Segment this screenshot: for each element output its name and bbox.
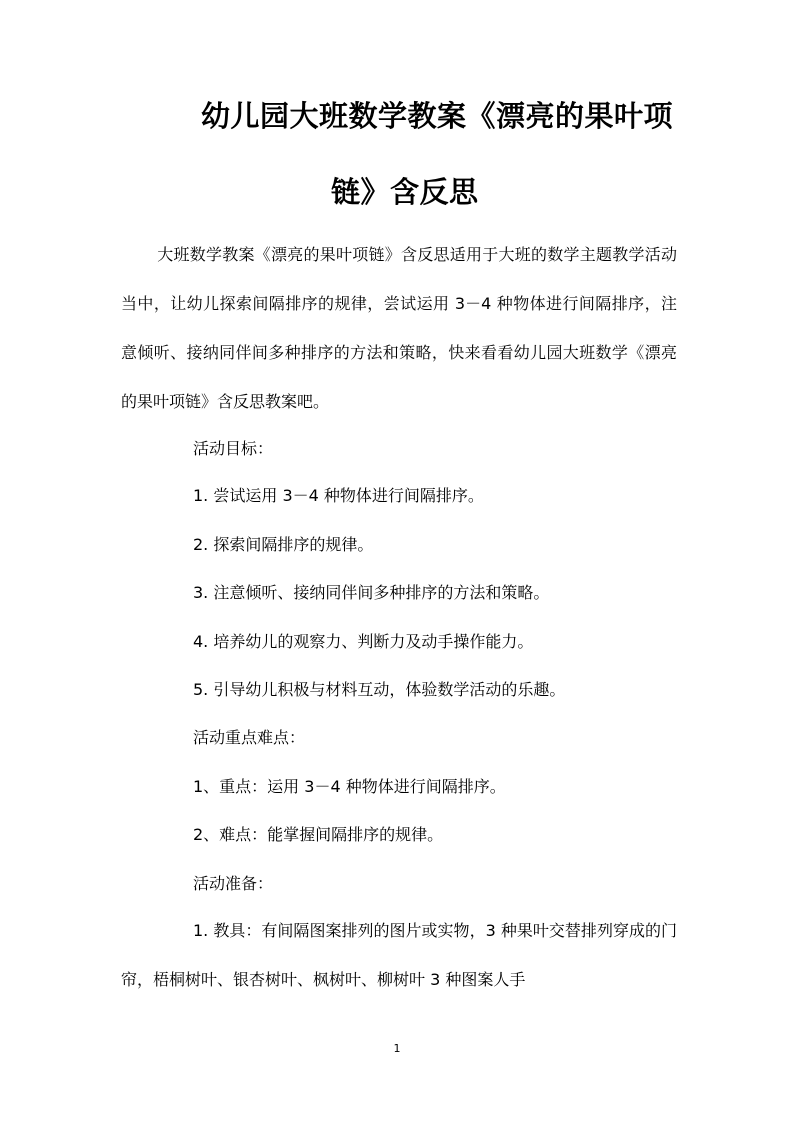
intro-paragraph — [121, 230, 677, 426]
preparation-heading: 活动准备： — [193, 874, 274, 893]
goal-item: 2. 探索间隔排序的规律。 — [193, 535, 374, 554]
page-number: 1 — [393, 1042, 401, 1055]
preparation-paragraph — [121, 906, 677, 1004]
goal-item: 1. 尝试运用 3－4 种物体进行间隔排序。 — [193, 486, 484, 505]
goals-heading: 活动目标： — [193, 439, 274, 458]
document-title-line-1: 幼儿园大班数学教案《漂亮的果叶项 — [201, 99, 674, 133]
intro-text: 大班数学教案《漂亮的果叶项链》含反思适用于大班的数学主题教学活动当中，让幼儿探索间隔排序的规律，尝试运用 3－4 种物体进行间隔排序，注意倾听、接纳同伴间多种排序的方法和策略，快来看看幼儿园大班数学《漂亮的果叶项链》含反思教案吧。 — [121, 245, 677, 411]
goal-item: 4. 培养幼儿的观察力、判断力及动手操作能力。 — [193, 632, 534, 651]
key-points-heading: 活动重点难点： — [193, 728, 306, 747]
document-title-line-2: 链》含反思 — [331, 175, 479, 209]
goal-item: 5. 引导幼儿积极与材料互动，体验数学活动的乐趣。 — [193, 680, 566, 699]
preparation-text: 1. 教具：有间隔图案排列的图片或实物，3 种果叶交替排列穿成的门帘，梧桐树叶、银杏树叶、枫树叶、柳树叶 3 种图案人手 — [121, 921, 677, 989]
goal-item: 3. 注意倾听、接纳同伴间多种排序的方法和策略。 — [193, 583, 550, 602]
key-point-item: 2、难点：能掌握间隔排序的规律。 — [193, 825, 444, 844]
key-point-item: 1、重点：运用 3－4 种物体进行间隔排序。 — [193, 777, 506, 796]
